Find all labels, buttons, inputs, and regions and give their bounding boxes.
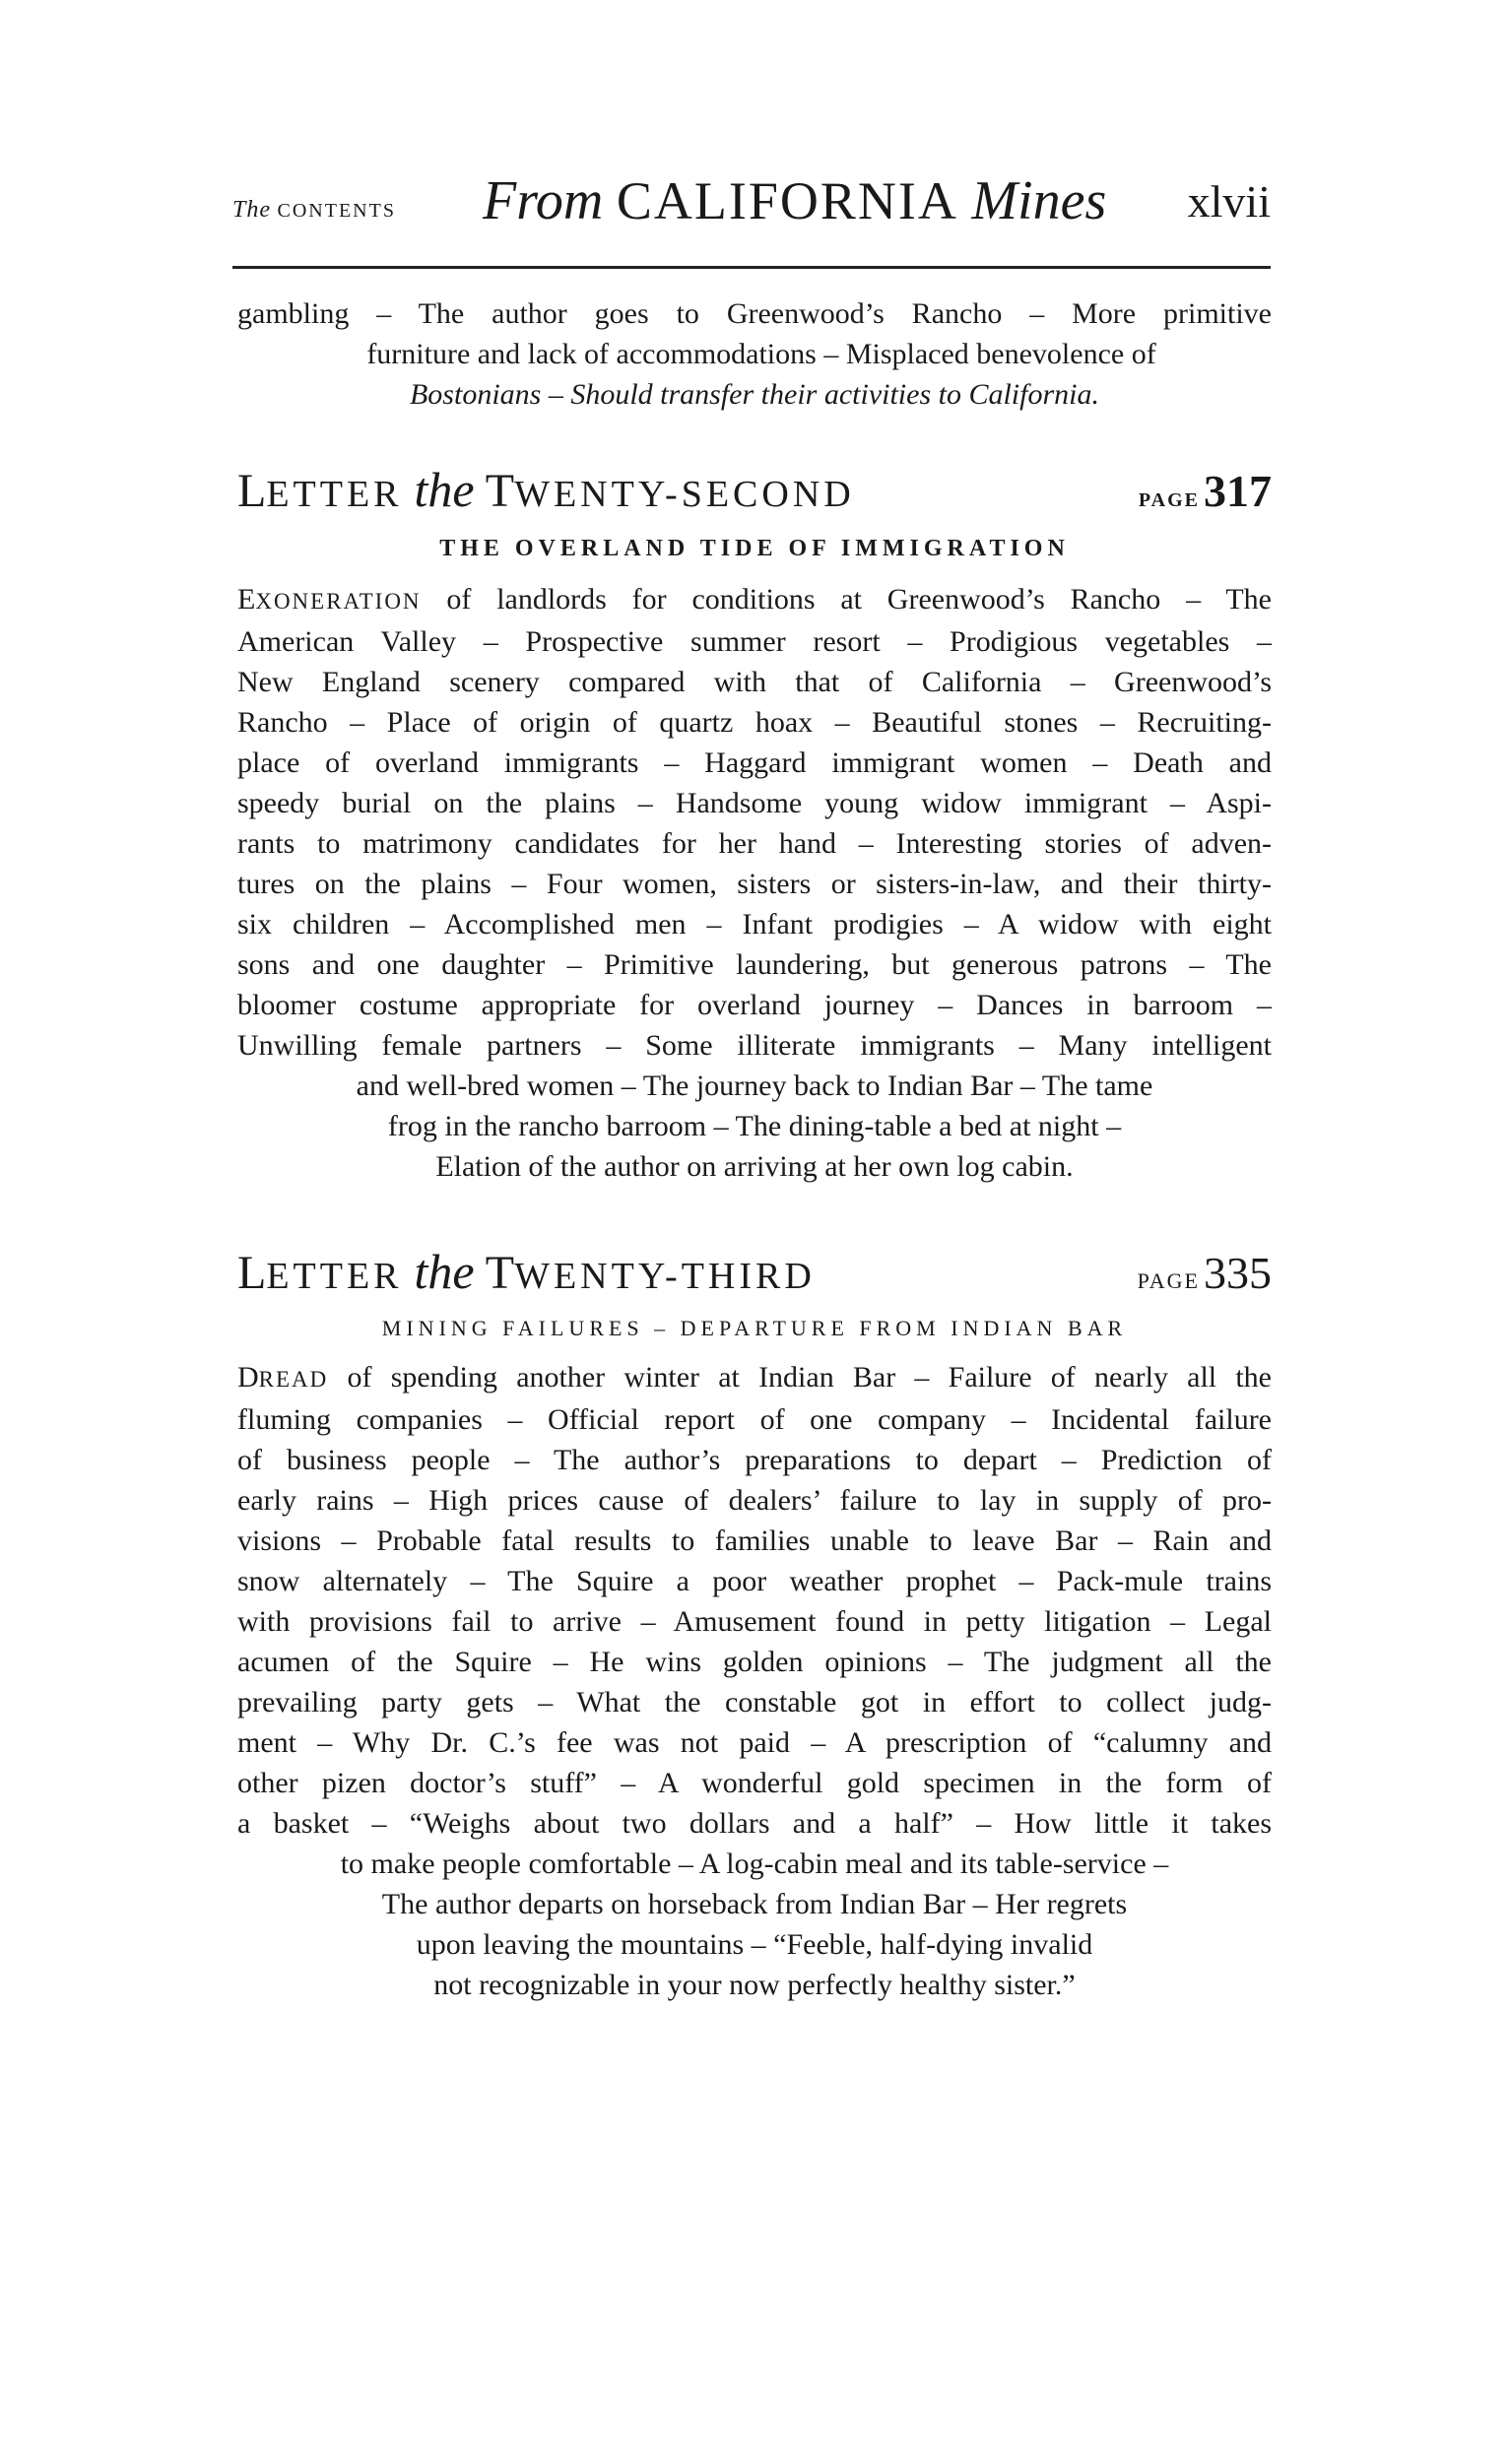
intro-paragraph	[237, 293, 1272, 415]
text-line: upon leaving the mountains – “Feeble, half-dying invalid	[416, 1928, 1093, 1961]
line-text: of spending another winter at Indian Bar – Failure of nearly all the	[328, 1361, 1272, 1394]
lead-initial: D	[237, 1361, 259, 1394]
page-number-roman: xlvii	[1187, 176, 1271, 227]
letter-summary	[237, 579, 1272, 1187]
header-contents: CONTENTS	[277, 200, 396, 222]
heading-small-caps: ETTER	[266, 1256, 403, 1297]
text-line: rants to matrimony candidates for her hand – Interesting stories of adven-	[237, 827, 1272, 860]
heading-small-caps: WENTY-THIRD	[514, 1256, 816, 1297]
header-from: From	[483, 170, 604, 231]
heading-initial: L	[237, 1247, 267, 1299]
text-line: with provisions fail to arrive – Amusement found in petty litigation – Legal	[237, 1605, 1272, 1638]
text-line: sons and one daughter – Primitive laundering, but generous patrons – The	[237, 948, 1272, 981]
letter-subtitle: THE OVERLAND TIDE OF IMMIGRATION	[439, 536, 1070, 561]
text-line: place of overland immigrants – Haggard immigrant women – Death and	[237, 746, 1272, 779]
letter-title-twenty-third	[237, 1243, 1272, 1302]
header-the: The	[232, 197, 271, 223]
text-line: New England scenery compared with that of California – Greenwood’s	[237, 666, 1272, 698]
text-line: Unwilling female partners – Some illiterate immigrants – Many intelligent	[237, 1029, 1272, 1062]
page-number: 317	[1204, 466, 1272, 516]
text-line: Bostonians – Should transfer their activities to California.	[409, 378, 1099, 411]
text-line: gambling – The author goes to Greenwood’s Rancho – More primitive	[237, 297, 1272, 330]
text-line: prevailing party gets – What the constable got in effort to collect judg-	[237, 1686, 1272, 1718]
text-line: snow alternately – The Squire a poor weather prophet – Pack-mule trains	[237, 1565, 1272, 1597]
header-rule	[232, 266, 1271, 269]
text-line: acumen of the Squire – He wins golden opinions – The judgment all the	[237, 1646, 1272, 1678]
text-line: not recognizable in your now perfectly healthy sister.”	[433, 1969, 1076, 2001]
header-california: CALIFORNIA	[616, 171, 958, 230]
text-line: Rancho – Place of origin of quartz hoax – Beautiful stones – Recruiting-	[237, 706, 1272, 739]
text-line: American Valley – Prospective summer resort – Prodigious vegetables –	[237, 625, 1272, 658]
letter-summary	[237, 1357, 1272, 2005]
text-line: Elation of the author on arriving at her own log cabin.	[435, 1150, 1074, 1183]
page-number: 335	[1204, 1248, 1272, 1298]
letter-page-ref	[1139, 465, 1272, 517]
header-mines: Mines	[971, 170, 1107, 231]
letter-subtitle: MINING FAILURES – DEPARTURE FROM INDIAN BAR	[381, 1316, 1128, 1340]
heading-initial: T	[485, 1247, 515, 1299]
heading-small-caps: ETTER	[266, 474, 403, 515]
text-line	[237, 579, 1272, 621]
text-line: and well-bred women – The journey back to Indian Bar – The tame	[356, 1070, 1153, 1102]
letter-title-twenty-second	[237, 461, 1272, 520]
page-label: PAGE	[1137, 1268, 1200, 1293]
text-line: tures on the plains – Four women, sisters or sisters-in-law, and their thirty-	[237, 868, 1272, 900]
running-header-title	[483, 169, 1106, 232]
letter-page-ref	[1138, 1247, 1272, 1299]
heading-initial: L	[237, 465, 267, 517]
lead-small-caps: XONERATION	[255, 589, 422, 614]
running-header-section	[232, 197, 396, 224]
page-label: PAGE	[1138, 489, 1200, 511]
text-line: a basket – “Weighs about two dollars and a half” – How little it takes	[237, 1807, 1272, 1840]
text-line: early rains – High prices cause of dealers’ failure to lay in supply of pro-	[237, 1484, 1272, 1517]
text-line	[237, 1357, 1272, 1399]
text-line: other pizen doctor’s stuff” – A wonderful gold specimen in the form of	[237, 1767, 1272, 1799]
letter-heading	[237, 461, 855, 518]
line-text: of landlords for conditions at Greenwood’s Rancho – The	[421, 583, 1272, 616]
text-line: to make people comfortable – A log-cabin meal and its table-service –	[340, 1848, 1169, 1880]
text-line: ment – Why Dr. C.’s fee was not paid – A prescription of “calumny and	[237, 1726, 1272, 1759]
running-header	[232, 169, 1271, 230]
heading-initial: T	[485, 465, 515, 517]
text-line: speedy burial on the plains – Handsome young widow immigrant – Aspi-	[237, 787, 1272, 819]
heading-the: the	[414, 1244, 475, 1299]
text-line: visions – Probable fatal results to families unable to leave Bar – Rain and	[237, 1524, 1272, 1557]
heading-the: the	[414, 462, 475, 517]
lead-initial: E	[237, 583, 256, 616]
heading-small-caps: WENTY-SECOND	[514, 474, 855, 515]
text-line: frog in the rancho barroom – The dining-table a bed at night –	[387, 1110, 1122, 1142]
text-line: six children – Accomplished men – Infant prodigies – A widow with eight	[237, 908, 1272, 940]
text-line: fluming companies – Official report of one company – Incidental failure	[237, 1403, 1272, 1436]
text-line: The author departs on horseback from Indian Bar – Her regrets	[381, 1888, 1128, 1920]
text-line: of business people – The author’s preparations to depart – Prediction of	[237, 1444, 1272, 1476]
text-line: furniture and lack of accommodations – Misplaced benevolence of	[366, 338, 1156, 370]
text-line: bloomer costume appropriate for overland journey – Dances in barroom –	[237, 989, 1272, 1021]
lead-small-caps: READ	[258, 1367, 329, 1392]
letter-heading	[237, 1243, 816, 1300]
